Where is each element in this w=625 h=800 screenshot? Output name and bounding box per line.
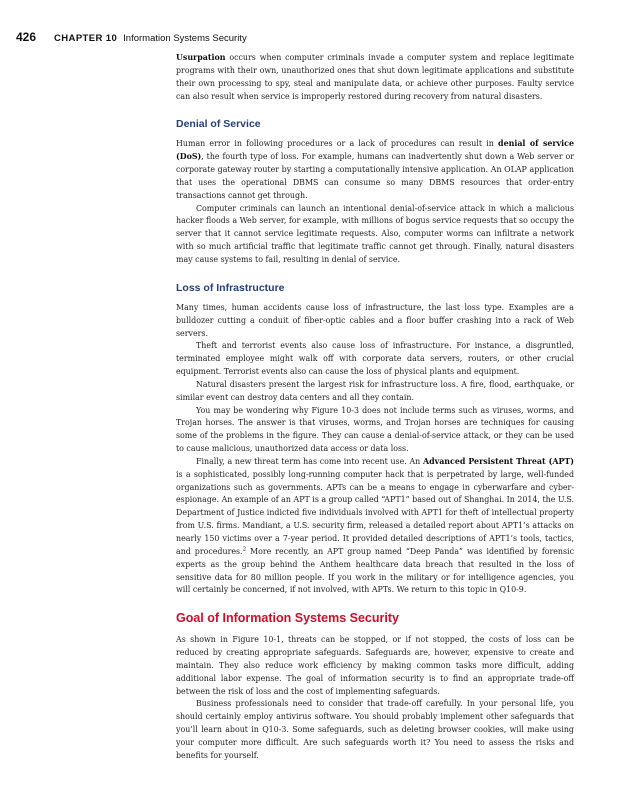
denial-p1-text-a: Human error in following procedures or a lack of procedures can result in xyxy=(176,139,499,149)
denial-paragraph-1 xyxy=(176,138,574,202)
denial-p1-text-b: , the fourth type of loss. For example, humans can inadvertently shut down a Web server or corporate gateway router by starting a computationally intensive application. An OLAP application that uses the operational DBMS can consume so many DBMS resources that order-entry transactions cannot get through. xyxy=(176,152,574,200)
chapter-label: CHAPTER 10 xyxy=(54,33,118,44)
infrastructure-paragraph-5 xyxy=(176,456,574,597)
goal-paragraph-2: Business professionals need to consider that trade-off carefully. In your personal life, you should certainly employ antivirus software. You should probably implement other safeguards that you’ll learn about in Q10-3. Some safeguards, such as deleting browser cookies, will make using your computer more difficult. Are such safeguards worth it? You need to assess the risks and benefits for yourself. xyxy=(176,699,574,760)
body-text xyxy=(176,52,574,763)
goal-paragraph-1: As shown in Figure 10-1, threats can be stopped, or if not stopped, the costs of loss can be reduced by creating appropriate safeguards. Safeguards are, however, expensive to create and maintain. They also reduce work efficiency by making common tasks more difficult, adding additional labor expense. The goal of information security is to find an appropriate trade-off between the risk of loss and the cost of implementing safeguards. xyxy=(176,635,574,696)
running-header xyxy=(16,28,247,42)
infrastructure-paragraph-2: Theft and terrorist events also cause loss of infrastructure. For instance, a disgruntled, terminated employee might walk off with corporate data servers, routers, or other crucial equipment. Terrorist events also can cause the loss of physical plants and equipment. xyxy=(176,341,574,377)
page-number: 426 xyxy=(16,30,37,44)
loss-of-infrastructure-heading: Loss of Infrastructure xyxy=(176,281,285,294)
apt-term: Advanced Persistent Threat (APT) xyxy=(422,456,574,466)
goal-of-security-heading: Goal of Information Systems Security xyxy=(176,611,399,626)
infrastructure-paragraph-3: Natural disasters present the largest risk for infrastructure loss. A fire, flood, earthquake, or similar event can destroy data centers and all they contain. xyxy=(176,379,574,402)
infrastructure-paragraph-1: Many times, human accidents cause loss of infrastructure, the last loss type. Examples are a bulldozer cutting a conduit of fiber-optic cables and a floor buffer crashing into a rack of Web servers. xyxy=(176,302,574,338)
usurpation-text: occurs when computer criminals invade a computer system and replace legitimate programs with their own, unauthorized ones that shut down legitimate applications and substitute their own processing to spy, steal and manipulate data, or achieve other purposes. Faulty service can also result when service is improperly restored during recovery from natural disasters. xyxy=(176,53,574,101)
footnote-marker: 2 xyxy=(242,546,247,553)
dos-term: denial of service (DoS) xyxy=(176,139,574,162)
infrastructure-paragraph-4: You may be wondering why Figure 10-3 does not include terms such as viruses, worms, and Trojan horses. The answer is that viruses, worms, and Trojan horses are techniques for causing some of the problems in the figure. They can cause a denial-of-service attack, or they can be used to cause malicious, unauthorized data access or data loss. xyxy=(176,405,574,454)
apt-text-a: Finally, a new threat term has come into recent use. An xyxy=(196,456,423,466)
usurpation-paragraph xyxy=(176,52,574,103)
usurpation-term: Usurpation xyxy=(176,53,226,62)
denial-paragraph-2: Computer criminals can launch an intentional denial-of-service attack in which a malicious hacker floods a Web server, for example, with millions of bogus service requests that so occupy the server that it cannot service legitimate requests. Also, computer worms can infiltrate a network with so much artificial traffic that legitimate traffic cannot get through. Finally, natural disasters may cause systems to fail, resulting in denial of service. xyxy=(176,203,574,264)
apt-text-b: is a sophisticated, possibly long-running computer hack that is perpetrated by large, well-funded organizations such as governments. APTs can be a means to engage in cyberwarfare and cyber-espionage. An example of an APT is a group called “APT1” based out of Shanghai. In 2014, the U.S. Department of Justice indicted five individuals involved with APT1 for theft of intellectual property from U.S. firms. Mandiant, a U.S. security firm, released a detailed report about APT1’s attacks on nearly 150 victims over a 7-year period. It provided detailed descriptions of APT1’s tools, tactics, and procedures. xyxy=(176,469,574,556)
chapter-title: Information Systems Security xyxy=(123,33,247,44)
apt-text-c: More recently, an APT group named “Deep Panda” was identified by forensic experts as the group behind the Anthem healthcare data breach that resulted in the loss of sensitive data for 80 million people. If you work in the military or for intelligence agencies, you will certainly be concerned, if not involved, with APTs. We return to this topic in Q10-9. xyxy=(176,546,575,595)
denial-of-service-heading: Denial of Service xyxy=(176,118,261,131)
